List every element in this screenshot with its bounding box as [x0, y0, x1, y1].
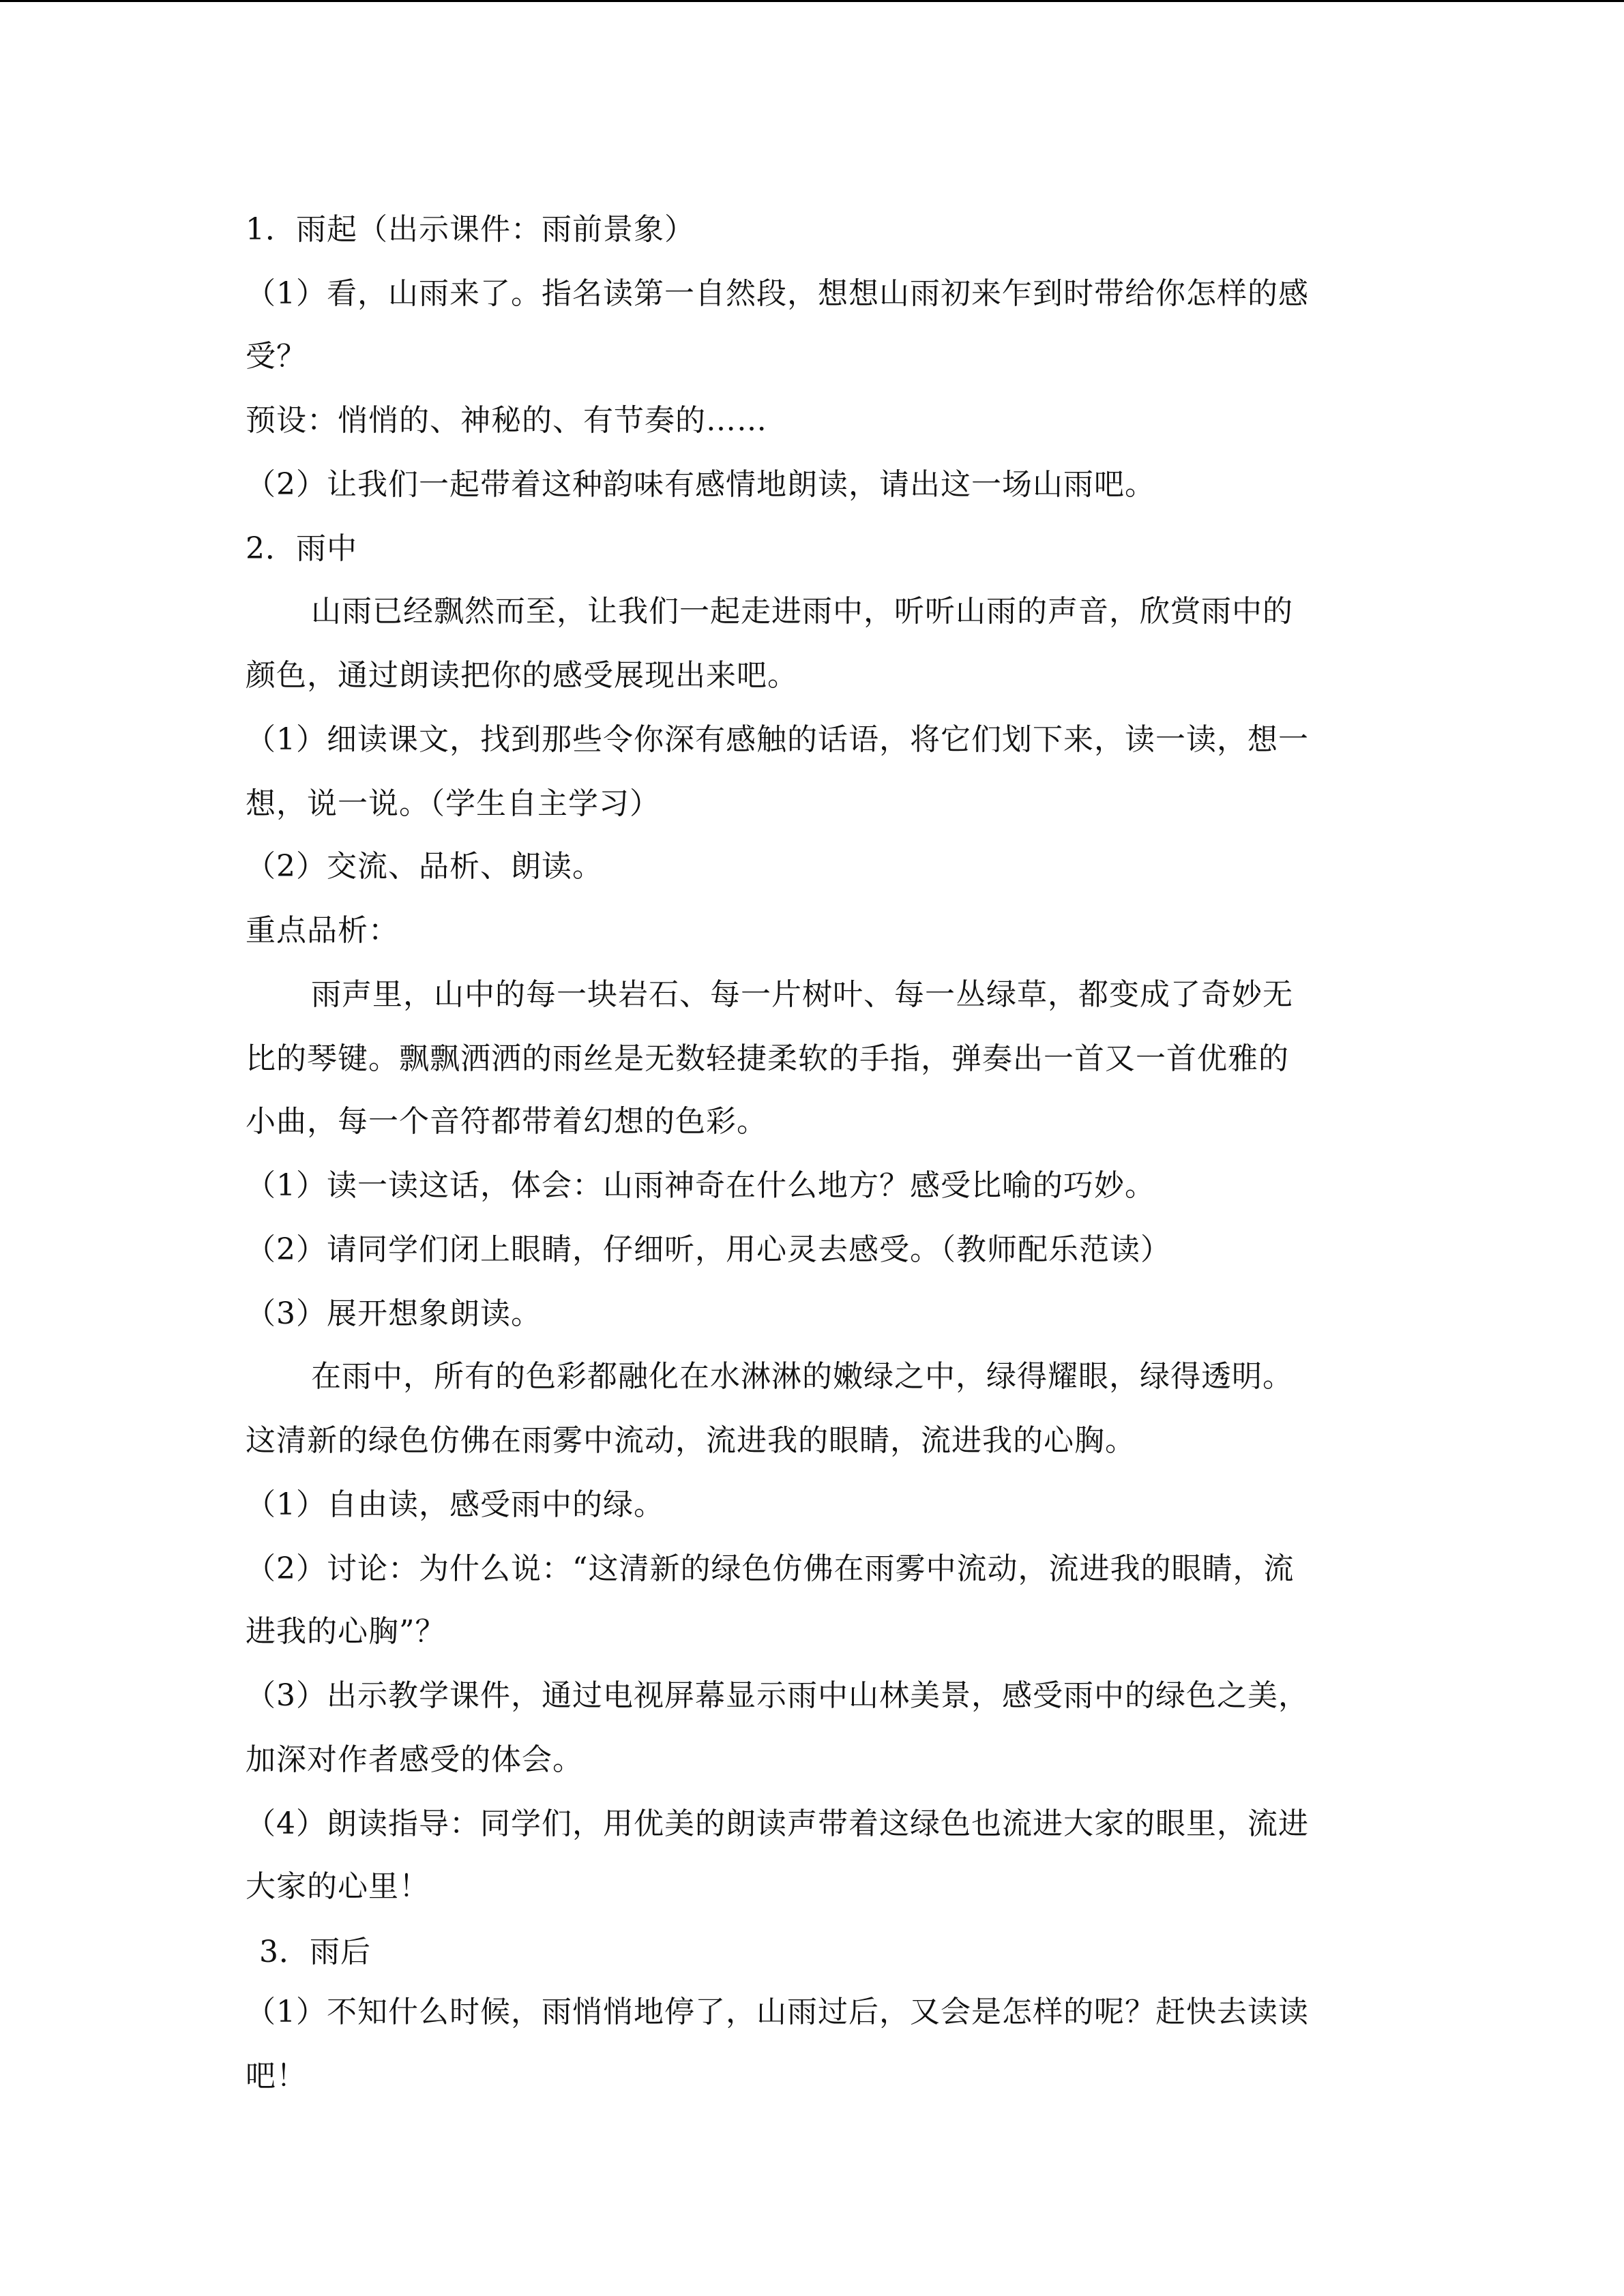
quote-paragraph-line: 小曲，每一个音符都带着幻想的色彩。: [246, 1104, 767, 1139]
quote-paragraph-line: 这清新的绿色仿佛在雨雾中流动，流进我的眼睛，流进我的心胸。: [246, 1423, 1136, 1458]
text-line: （3）展开想象朗读。: [246, 1296, 542, 1331]
paragraph-line: 颜色，通过朗读把你的感受展现出来吧。: [246, 658, 798, 693]
text-line: （4）朗读指导：同学们，用优美的朗读声带着这绿色也流进大家的眼里，流进: [246, 1806, 1309, 1841]
section-heading-after-rain: 3．雨后: [259, 1935, 371, 1969]
text-line: 大家的心里！: [246, 1869, 430, 1904]
text-line: （1）看，山雨来了。指名读第一自然段，想想山雨初来乍到时带给你怎样的感: [246, 276, 1309, 311]
text-line: （2）让我们一起带着这种韵味有感情地朗读，请出这一场山雨吧。: [246, 467, 1155, 502]
text-line: （1）细读课文，找到那些令你深有感触的话语，将它们划下来，读一读，想一: [246, 722, 1309, 757]
section-heading-in-rain: 2．雨中: [246, 531, 357, 566]
quote-paragraph-line: 在雨中，所有的色彩都融化在水淋淋的嫩绿之中，绿得耀眼，绿得透明。: [311, 1359, 1293, 1394]
text-line: （1）不知什么时候，雨悄悄地停了，山雨过后，又会是怎样的呢？赶快去读读: [246, 1995, 1309, 2029]
text-line: （2）讨论：为什么说：“这清新的绿色仿佛在雨雾中流动，流进我的眼睛，流: [246, 1551, 1295, 1586]
text-line: 吧！: [246, 2059, 307, 2093]
text-line: 预设：悄悄的、神秘的、有节奏的……: [246, 403, 767, 438]
text-line: （1）读一读这话，体会：山雨神奇在什么地方？感受比喻的巧妙。: [246, 1168, 1155, 1203]
text-line: 进我的心胸”？: [246, 1614, 446, 1649]
text-line: （2）请同学们闭上眼睛，仔细听，用心灵去感受。（教师配乐范读）: [246, 1232, 1171, 1267]
text-line: 重点品析：: [246, 913, 399, 948]
section-heading-rain-begins: 1．雨起（出示课件：雨前景象）: [246, 212, 695, 247]
text-line: 想，说一说。（学生自主学习）: [246, 786, 660, 821]
text-line: （3）出示教学课件，通过电视屏幕显示雨中山林美景，感受雨中的绿色之美，: [246, 1678, 1309, 1713]
quote-paragraph-line: 雨声里，山中的每一块岩石、每一片树叶、每一丛绿草，都变成了奇妙无: [311, 977, 1293, 1012]
paragraph-line: 山雨已经飘然而至，让我们一起走进雨中，听听山雨的声音，欣赏雨中的: [311, 594, 1293, 629]
text-line: 受？: [246, 339, 307, 374]
text-line: 加深对作者感受的体会。: [246, 1742, 583, 1777]
text-line: （1）自由读，感受雨中的绿。: [246, 1487, 664, 1522]
quote-paragraph-line: 比的琴键。飘飘洒洒的雨丝是无数轻捷柔软的手指，弹奏出一首又一首优雅的: [246, 1041, 1289, 1076]
text-line: （2）交流、品析、朗读。: [246, 849, 603, 884]
